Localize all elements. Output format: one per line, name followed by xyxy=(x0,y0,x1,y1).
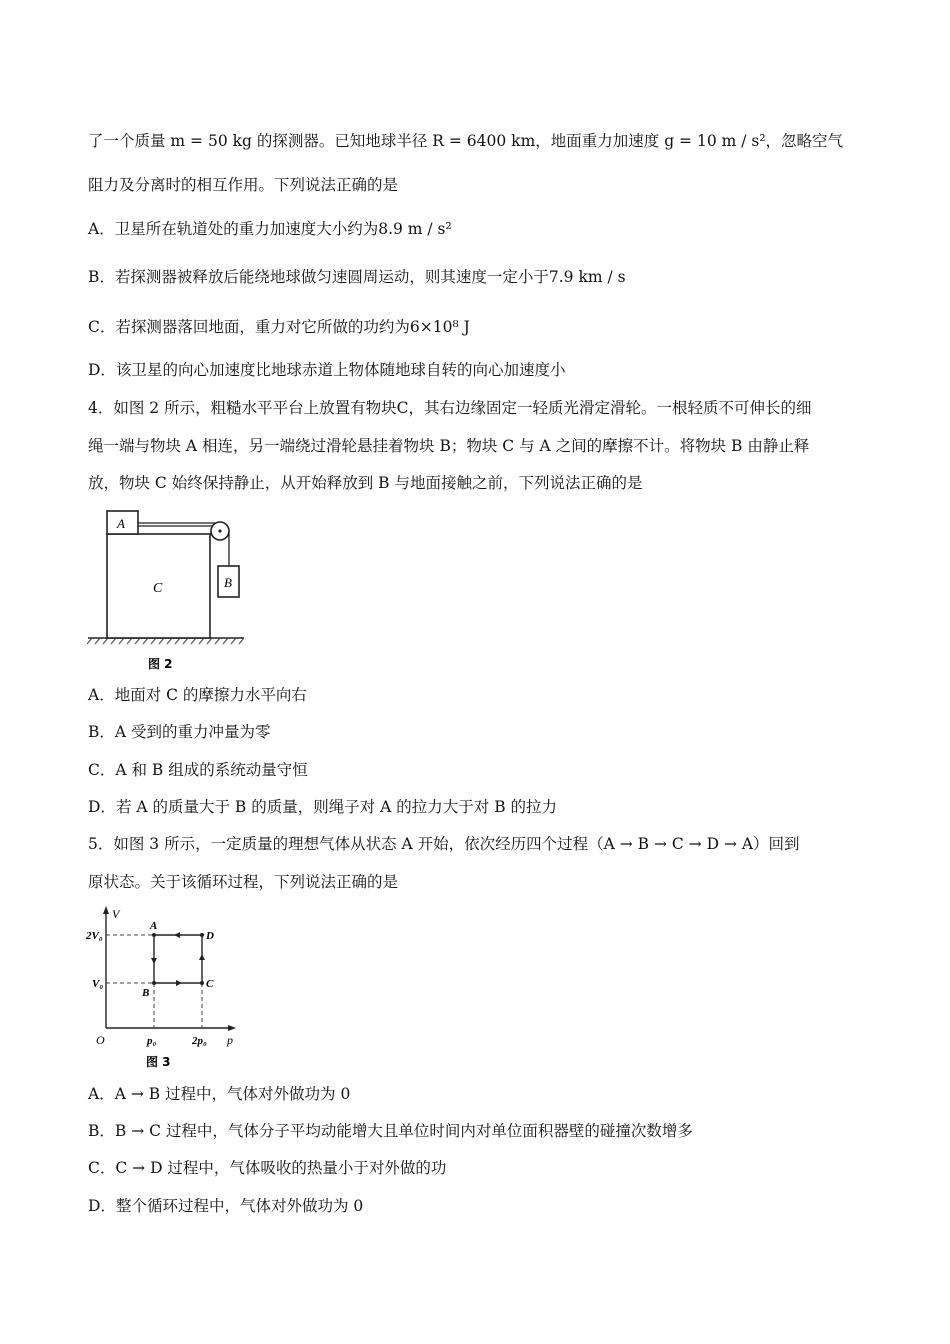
q4-option-c: C．A 和 B 组成的系统动量守恒 xyxy=(88,761,308,779)
tick-v0: V₀ xyxy=(92,978,104,990)
figure-3-pv-diagram xyxy=(86,904,246,1074)
label-a: A xyxy=(117,516,125,531)
q4-stem-line-3: 放，物块 C 始终保持静止，从开始释放到 B 与地面接触之前，下列说法正确的是 xyxy=(88,474,643,492)
point-d xyxy=(200,933,204,937)
point-c xyxy=(200,981,204,985)
q5-option-a: A．A → B 过程中，气体对外做功为 0 xyxy=(88,1085,351,1103)
label-b: B xyxy=(224,575,232,590)
q4-option-b: B．A 受到的重力冲量为零 xyxy=(88,723,271,741)
tick-p0: p₀ xyxy=(147,1035,157,1047)
tick-2v0: 2V₀ xyxy=(86,930,103,942)
point-b xyxy=(152,981,156,985)
label-point-b: B xyxy=(142,987,150,999)
q5-stem-line-2: 原状态。关于该循环过程，下列说法正确的是 xyxy=(88,873,399,891)
cycle-path xyxy=(154,935,202,983)
figure-3-caption: 图 3 xyxy=(146,1055,171,1069)
axis-p-label: p xyxy=(227,1033,233,1047)
figure-2-caption: 图 2 xyxy=(148,657,173,671)
q3-option-a: A．卫星所在轨道处的重力加速度大小约为8.9 m / s² xyxy=(88,220,452,238)
q5-stem-line-1: 5．如图 3 所示，一定质量的理想气体从状态 A 开始，依次经历四个过程（A → B → C → D → A）回到 xyxy=(88,835,800,853)
q3-stem-line-2: 阻力及分离时的相互作用。下列说法正确的是 xyxy=(88,176,399,194)
q4-option-a: A．地面对 C 的摩擦力水平向右 xyxy=(88,686,307,704)
q3-option-c: C．若探测器落回地面，重力对它所做的功约为6×10⁸ J xyxy=(88,318,470,336)
point-a xyxy=(152,933,156,937)
label-point-c: C xyxy=(206,978,214,990)
label-c: C xyxy=(153,581,163,596)
q5-option-d: D．整个循环过程中，气体对外做功为 0 xyxy=(88,1197,364,1215)
tick-2p0: 2p₀ xyxy=(192,1035,207,1047)
q4-stem-line-1: 4．如图 2 所示，粗糙水平平台上放置有物块C，其右边缘固定一轻质光滑定滑轮。一根轻质不可伸长的细 xyxy=(88,399,812,417)
q4-stem-line-2: 绳一端与物块 A 相连，另一端绕过滑轮悬挂着物块 B；物块 C 与 A 之间的摩擦不计。将物块 B 由静止释 xyxy=(88,437,810,455)
q5-option-b: B．B → C 过程中，气体分子平均动能增大且单位时间内对单位面积器壁的碰撞次数增多 xyxy=(88,1122,693,1140)
q3-option-b: B．若探测器被释放后能绕地球做匀速圆周运动，则其速度一定小于7.9 km / s xyxy=(88,268,626,286)
q4-option-d: D．若 A 的质量大于 B 的质量，则绳子对 A 的拉力大于对 B 的拉力 xyxy=(88,798,558,816)
q3-stem-line-1: 了一个质量 m = 50 kg 的探测器。已知地球半径 R = 6400 km，地面重力加速度 g = 10 m / s²，忽略空气 xyxy=(88,132,844,150)
axis-v-label: V xyxy=(112,907,120,921)
label-point-a: A xyxy=(150,920,158,932)
q3-option-d: D．该卫星的向心加速度比地球赤道上物体随地球自转的向心加速度小 xyxy=(88,361,566,379)
q5-option-c: C．C → D 过程中，气体吸收的热量小于对外做的功 xyxy=(88,1159,447,1177)
origin-label: O xyxy=(96,1033,105,1047)
label-point-d: D xyxy=(206,930,214,942)
figure-2-block-pulley xyxy=(84,506,254,676)
